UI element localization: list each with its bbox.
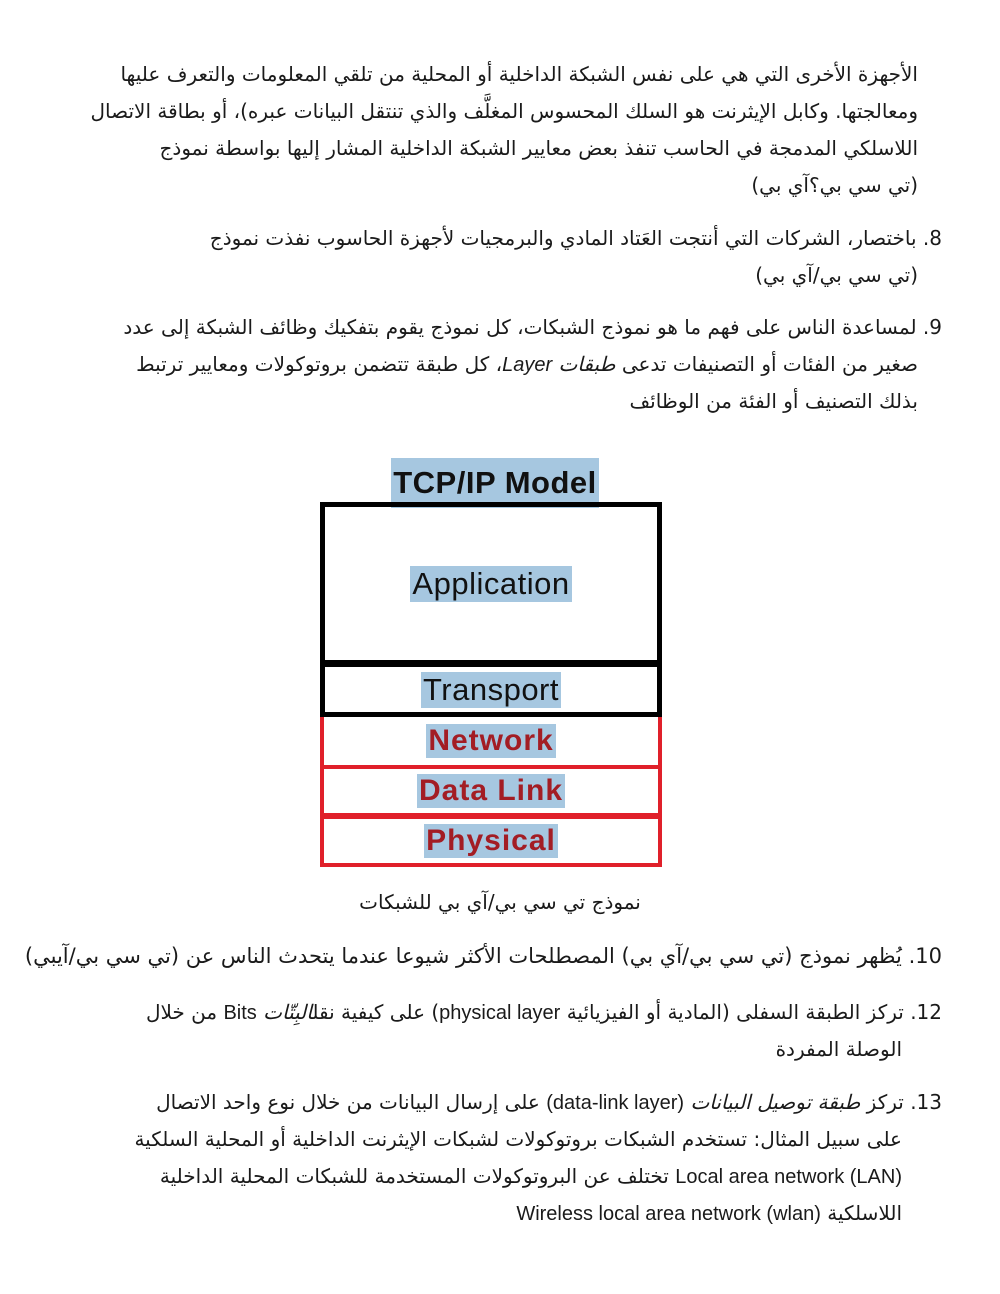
text-line [123, 346, 918, 383]
layer-label: Network [428, 724, 554, 757]
english-term: Wireless local area network (wlan) [516, 1203, 821, 1225]
text-segment: تركز [860, 1090, 904, 1114]
layer-label: Data Link [418, 774, 564, 807]
text-line [25, 938, 942, 975]
text-line [134, 1195, 902, 1232]
text-line: بذلك التصنيف أو الفئة من الوظائف [629, 389, 918, 413]
english-term: Bits [223, 1002, 257, 1024]
diagram-title: TCP/IP Model [391, 458, 599, 508]
tcp-ip-model-diagram [318, 455, 670, 869]
italic-term-arabic: طبقات [558, 352, 616, 376]
paragraph-continuation [91, 56, 918, 204]
item-number: 13. [910, 1090, 942, 1114]
list-item-9 [123, 309, 942, 420]
text-line: الوصلة المفردة [775, 1037, 902, 1061]
text-segment: تختلف عن البروتوكولات المستخدمة للشبكات المحلية الداخلية [159, 1164, 676, 1188]
figure-caption: نموذج تي سي بي/آي بي للشبكات [359, 890, 641, 914]
english-term: Local area network (LAN) [675, 1166, 902, 1188]
item-text: لمساعدة الناس على فهم ما هو نموذج الشبكات، كل نموذج يقوم بتفكيك وظائف الشبكة إلى عدد [123, 315, 917, 339]
item-text: باختصار، الشركات التي أنتجت العَتاد المادي والبرمجيات لأجهزة الحاسوب نفذت نموذج [209, 226, 917, 250]
italic-term-arabic: طبقة توصيل البيانات [690, 1090, 861, 1114]
text-line [123, 309, 942, 346]
text-line [146, 994, 942, 1031]
layer-application [320, 502, 662, 665]
list-item-8 [210, 220, 942, 294]
text-line [210, 220, 942, 257]
layer-transport [320, 663, 662, 717]
layer-data-link [320, 765, 662, 817]
list-item-10 [25, 938, 942, 975]
text-line [134, 1158, 902, 1195]
text-segment: ) على كيفية نقل [312, 1000, 440, 1024]
text-segment: ، كل طبقة تتضمن بروتوكولات ومعايير ترتبط [136, 352, 503, 376]
text-line: الأجهزة الأخرى التي هي على نفس الشبكة الداخلية أو المحلية من تلقي المعلومات والتعرف عليها [120, 62, 918, 86]
item-number: 12. [910, 1000, 942, 1024]
text-segment: اللاسلكية [820, 1201, 902, 1225]
english-term: physical layer [439, 1002, 561, 1024]
item-number: 9. [922, 315, 942, 339]
text-segment: صغير من الفئات أو التصنيفات تدعى [615, 352, 918, 376]
text-line: (تي سي بي/آي بي) [755, 263, 918, 287]
list-item-12 [146, 994, 942, 1068]
list-item-13 [134, 1084, 942, 1232]
italic-term-arabic: البِتّات [263, 1000, 313, 1024]
layer-label: Physical [426, 824, 556, 857]
text-segment: على إرسال البيانات من خلال نوع واحد الاتصال [156, 1090, 547, 1114]
text-segment: من خلال [145, 1000, 224, 1024]
item-number: 8. [922, 226, 942, 250]
layer-physical [320, 815, 662, 867]
item-text: يُظهر نموذج (تي سي بي/آي بي) المصطلحات الأكثر شيوعا عندما يتحدث الناس عن (تي سي بي/آيبي) [24, 944, 902, 968]
text-line: اللاسلكي المدمجة في الحاسب تنفذ بعض معايير الشبكة الداخلية المشار إليها بواسطة نموذج [159, 136, 918, 160]
item-number: 10. [908, 944, 942, 968]
layer-label: Application [412, 565, 570, 601]
text-line [134, 1084, 942, 1121]
diagram-title-wrap [358, 458, 632, 508]
text-line: (تي سي بي؟آي بي) [751, 173, 918, 197]
layer-label: Transport [422, 671, 559, 707]
english-term: (data-link layer) [546, 1092, 685, 1114]
italic-term-english: Layer [502, 354, 553, 376]
text-line: على سبيل المثال: تستخدم الشبكات بروتوكولات لشبكات الإيثرنت الداخلية أو المحلية السلكية [134, 1127, 902, 1151]
text-line: ومعالجتها. وكابل الإيثرنت هو السلك المحسوس المغلَّف والذي تنتقل البيانات عبره)، أو بطاقة الاتصال [90, 99, 918, 123]
text-segment: تركز الطبقة السفلى (المادية أو الفيزيائية [560, 1000, 904, 1024]
layer-network [320, 717, 662, 769]
